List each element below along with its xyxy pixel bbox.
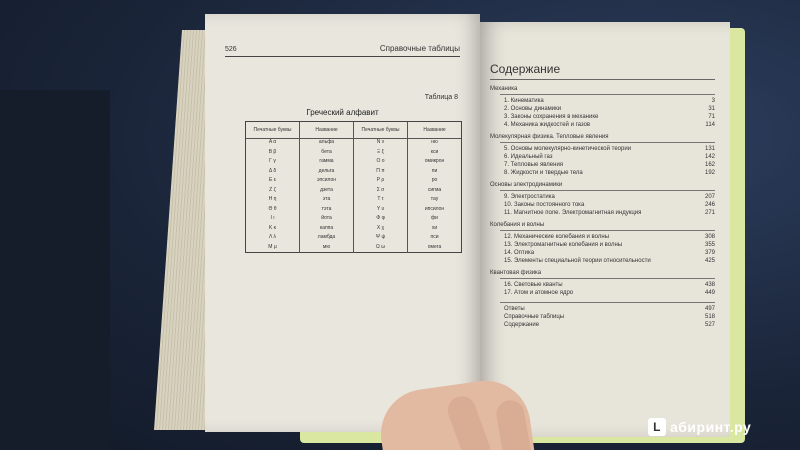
table-header-row bbox=[246, 122, 461, 139]
table-row bbox=[246, 139, 461, 149]
toc-section bbox=[490, 270, 715, 297]
table-cell: дзета bbox=[300, 187, 354, 197]
toc-item-label: 7. Тепловые явления bbox=[504, 162, 564, 168]
table-cell: ипсилон bbox=[424, 205, 445, 212]
table-cell: каппа bbox=[300, 225, 354, 235]
table-cell: Ω ω bbox=[354, 244, 408, 254]
table-row bbox=[246, 225, 461, 235]
toc-section bbox=[490, 182, 715, 217]
toc-item bbox=[504, 257, 715, 265]
toc-item-label: 17. Атом и атомное ядро bbox=[504, 290, 574, 296]
divider bbox=[500, 302, 715, 303]
table-title: Греческий алфавит bbox=[306, 108, 379, 117]
divider bbox=[500, 190, 715, 191]
table-of-contents bbox=[490, 62, 715, 329]
toc-section-title: Основы электродинамики bbox=[490, 182, 563, 188]
table-cell: Γ γ bbox=[246, 158, 300, 168]
divider bbox=[500, 278, 715, 279]
toc-item bbox=[504, 201, 715, 209]
table-cell: Α α bbox=[246, 139, 300, 149]
toc-item-page: 355 bbox=[704, 242, 715, 248]
toc-title: Содержание bbox=[490, 62, 715, 80]
toc-item-page: 162 bbox=[704, 162, 715, 168]
toc-section-title: Молекулярная физика. Тепловые явления bbox=[490, 134, 609, 140]
table-cell: Δ δ bbox=[246, 168, 300, 178]
toc-item-page: 207 bbox=[704, 194, 715, 200]
table-cell: эпсилон bbox=[300, 177, 354, 187]
toc-section-title: Квантовая физика bbox=[490, 270, 542, 276]
table-row bbox=[246, 168, 461, 178]
toc-item bbox=[504, 105, 715, 113]
table-cell: тэта bbox=[300, 206, 354, 216]
toc-item-label: 13. Электромагнитные колебания и волны bbox=[504, 242, 623, 248]
toc-item bbox=[504, 113, 715, 121]
table-cell: Η η bbox=[246, 196, 300, 206]
table-cell: Θ θ bbox=[246, 206, 300, 216]
toc-item-label: 9. Электростатика bbox=[504, 194, 555, 200]
table-cell: гамма bbox=[300, 158, 354, 168]
table-cell: Μ μ bbox=[246, 244, 300, 254]
toc-item-label: 4. Механика жидкостей и газов bbox=[504, 122, 591, 128]
table-cell: Σ σ bbox=[354, 187, 408, 197]
toc-item bbox=[504, 321, 715, 329]
toc-item-page: 192 bbox=[704, 170, 715, 176]
table-cell: сигма bbox=[427, 186, 442, 193]
table-row bbox=[246, 187, 461, 197]
table-header: Название bbox=[423, 127, 446, 133]
toc-item-label: 16. Световые кванты bbox=[504, 282, 563, 288]
table-cell: Ο ο bbox=[354, 158, 408, 168]
table-label: Таблица 8 bbox=[424, 94, 458, 101]
table-cell: ро bbox=[431, 177, 438, 183]
toc-item bbox=[504, 193, 715, 201]
toc-item-label: 12. Механические колебания и волны bbox=[504, 234, 610, 240]
table-cell: омега bbox=[427, 243, 442, 250]
table-row bbox=[246, 206, 461, 216]
labirint-logo-icon: L bbox=[648, 418, 666, 436]
toc-item-label: Ответы bbox=[504, 306, 525, 312]
toc-item-page: 425 bbox=[704, 258, 715, 264]
toc-item-page: 271 bbox=[704, 210, 715, 216]
table-header: Печатные буквы bbox=[246, 122, 300, 138]
toc-item-page: 379 bbox=[704, 250, 715, 256]
toc-item-page: 308 bbox=[704, 234, 715, 240]
toc-item-page: 518 bbox=[704, 314, 715, 320]
table-cell: Β β bbox=[246, 149, 300, 159]
toc-item-page: 449 bbox=[704, 290, 715, 296]
table-cell: Ι ι bbox=[246, 215, 300, 225]
table-cell: Λ λ bbox=[246, 234, 300, 244]
table-cell: Ρ ρ bbox=[354, 177, 408, 187]
toc-item-page: 31 bbox=[708, 106, 715, 112]
toc-item-label: 2. Основы динамики bbox=[504, 106, 562, 112]
toc-item bbox=[504, 153, 715, 161]
toc-item bbox=[504, 249, 715, 257]
table-cell: тау bbox=[430, 196, 439, 202]
toc-section-title: Колебания и волны bbox=[490, 222, 545, 228]
toc-item-page: 246 bbox=[704, 202, 715, 208]
table-cell: бета bbox=[300, 149, 354, 159]
toc-item-label: 15. Элементы специальной теории относительности bbox=[504, 258, 651, 264]
toc-item bbox=[504, 97, 715, 105]
toc-item-label: Справочные таблицы bbox=[504, 314, 565, 320]
left-page bbox=[205, 14, 480, 432]
table-row bbox=[246, 177, 461, 187]
table-cell: пи bbox=[431, 167, 438, 174]
running-header bbox=[225, 46, 460, 57]
divider bbox=[500, 142, 715, 143]
toc-item-label: 11. Магнитное поле. Электромагнитная индукция bbox=[504, 210, 642, 216]
table-row bbox=[246, 234, 461, 244]
toc-item bbox=[504, 209, 715, 217]
watermark-text: абиринт.ру bbox=[670, 419, 752, 435]
table-cell: пси bbox=[430, 234, 439, 240]
table-cell: Ε ε bbox=[246, 177, 300, 187]
table-cell: Υ υ bbox=[354, 206, 408, 216]
table-cell: Ν ν bbox=[354, 139, 408, 149]
toc-section bbox=[490, 134, 715, 177]
table-row bbox=[246, 149, 461, 159]
table-row bbox=[246, 158, 461, 168]
toc-item bbox=[504, 169, 715, 177]
table-cell: дельта bbox=[300, 168, 354, 178]
toc-item-page: 131 bbox=[704, 146, 715, 152]
toc-section-title: Механика bbox=[490, 86, 518, 92]
table-cell: альфа bbox=[300, 139, 354, 149]
table-cell: ню bbox=[431, 139, 438, 145]
toc-item bbox=[504, 305, 715, 313]
table-cell: Ζ ζ bbox=[246, 187, 300, 197]
table-cell: Τ τ bbox=[354, 196, 408, 206]
toc-item-label: 3. Законы сохранения в механике bbox=[504, 114, 599, 120]
table-cell: Φ φ bbox=[354, 215, 408, 225]
toc-item-page: 497 bbox=[704, 306, 715, 312]
table-header: Печатные буквы bbox=[354, 122, 408, 138]
toc-item-label: 6. Идеальный газ bbox=[504, 154, 553, 160]
toc-item bbox=[504, 121, 715, 129]
toc-item-page: 438 bbox=[704, 282, 715, 288]
toc-item-label: 10. Законы постоянного тока bbox=[504, 202, 585, 208]
toc-item-label: 1. Кинематика bbox=[504, 98, 544, 104]
table-cell: ламбда bbox=[300, 234, 354, 244]
toc-item-page: 3 bbox=[711, 98, 715, 104]
table-cell: Ψ ψ bbox=[354, 234, 408, 244]
toc-item bbox=[504, 233, 715, 241]
toc-item-page: 142 bbox=[704, 154, 715, 160]
divider bbox=[500, 230, 715, 231]
toc-item-label: 5. Основы молекулярно-кинетической теории bbox=[504, 146, 632, 152]
table-cell: эта bbox=[300, 196, 354, 206]
table-cell: Ξ ξ bbox=[354, 149, 408, 159]
page-number: 526 bbox=[225, 46, 237, 53]
running-head-title: Справочные таблицы bbox=[379, 44, 460, 53]
table-cell: мю bbox=[300, 244, 354, 254]
table-cell: фи bbox=[431, 215, 438, 221]
toc-item bbox=[504, 281, 715, 289]
toc-section bbox=[490, 302, 715, 329]
toc-section bbox=[490, 86, 715, 129]
toc-item bbox=[504, 161, 715, 169]
watermark bbox=[648, 418, 751, 436]
table-cell: хи bbox=[431, 224, 438, 231]
dark-background-object bbox=[0, 90, 110, 450]
greek-alphabet-table bbox=[245, 121, 462, 253]
table-cell: Π π bbox=[354, 168, 408, 178]
toc-item bbox=[504, 145, 715, 153]
toc-item bbox=[504, 313, 715, 321]
table-cell: йота bbox=[300, 215, 354, 225]
toc-item-page: 527 bbox=[704, 322, 715, 328]
toc-item-label: 8. Жидкости и твердые тела bbox=[504, 170, 583, 176]
divider bbox=[500, 94, 715, 95]
table-row bbox=[246, 215, 461, 225]
toc-item bbox=[504, 241, 715, 249]
toc-section bbox=[490, 222, 715, 265]
toc-item bbox=[504, 289, 715, 297]
right-page bbox=[480, 22, 730, 437]
table-row bbox=[246, 244, 461, 254]
toc-item-page: 71 bbox=[708, 114, 715, 120]
toc-item-page: 114 bbox=[705, 122, 715, 128]
toc-item-label: 14. Оптика bbox=[504, 250, 535, 256]
table-header: Название bbox=[300, 122, 354, 138]
table-cell: омикрон bbox=[424, 158, 445, 164]
table-cell: кси bbox=[430, 148, 439, 155]
table-cell: Χ χ bbox=[354, 225, 408, 235]
toc-item-label: Содержание bbox=[504, 322, 540, 328]
table-row bbox=[246, 196, 461, 206]
table-cell: Κ κ bbox=[246, 225, 300, 235]
